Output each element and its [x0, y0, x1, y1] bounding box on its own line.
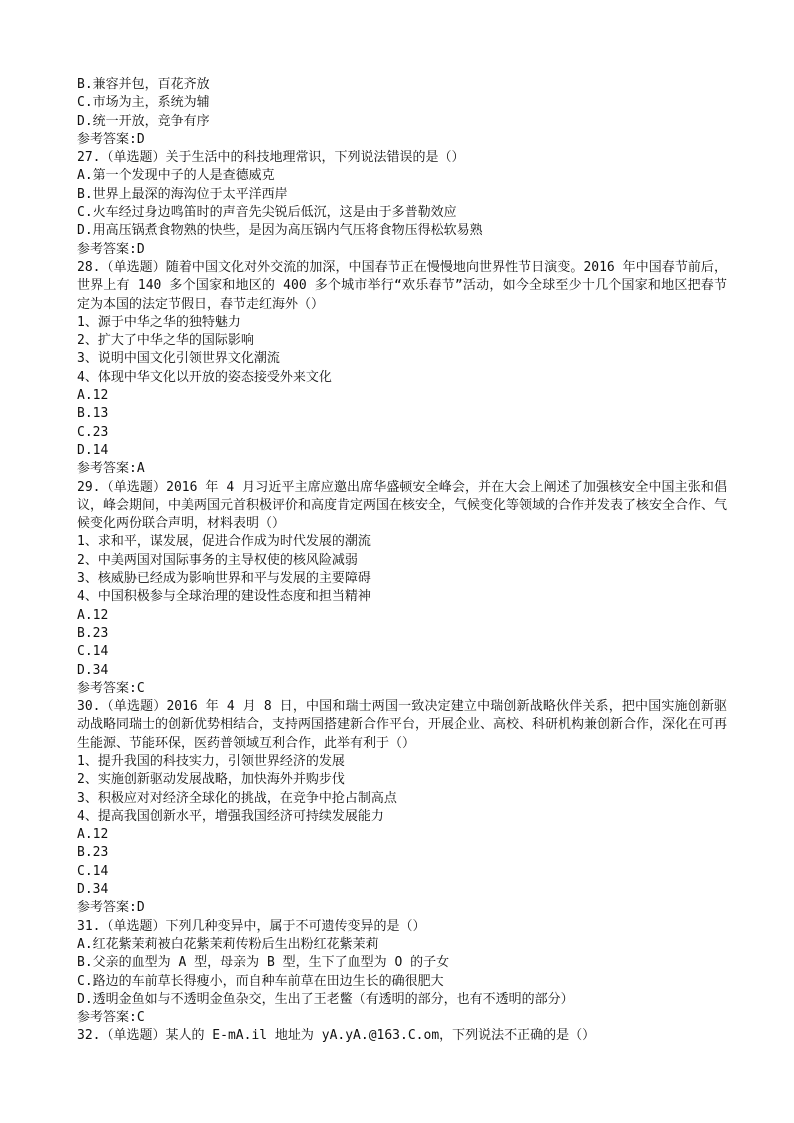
option-d: D.透明金鱼如与不透明金鱼杂交，生出了王老鳖（有透明的部分，也有不透明的部分） — [77, 991, 574, 1007]
option-d: D.34 — [77, 662, 109, 678]
statement-2: 2、中美两国对国际事务的主导权使的核风险减弱 — [77, 552, 358, 568]
option-b: B.世界上最深的海沟位于太平洋西岸 — [77, 186, 288, 202]
option-b: B.23 — [77, 625, 109, 641]
option-c: C.火车经过身边鸣笛时的声音先尖锐后低沉，这是由于多普勒效应 — [77, 205, 457, 221]
option-b: B.13 — [77, 406, 109, 422]
option-d: D.34 — [77, 882, 109, 898]
option-d: D.14 — [77, 442, 109, 458]
answer-line: 参考答案:D — [77, 900, 145, 916]
option-a: A.12 — [77, 607, 109, 623]
option-c: C.路边的车前草长得瘦小，而自种车前草在田边生长的确很肥大 — [77, 973, 444, 989]
answer-line: 参考答案:C — [77, 680, 145, 696]
question-32: 32.（单选题）某人的 E-mA.il 地址为 yA.yA.@163.C.om，下列说法不正确的是（） — [77, 1028, 596, 1044]
option-d: D.统一开放，竞争有序 — [77, 113, 210, 129]
statement-3: 3、积极应对对经济全球化的挑战，在竞争中抢占制高点 — [77, 790, 397, 806]
option-c: C.市场为主，系统为辅 — [77, 95, 210, 111]
option-a: A.12 — [77, 827, 109, 843]
option-c: C.14 — [77, 644, 109, 660]
question-28: 28.（单选题）随着中国文化对外交流的加深，中国春节正在慢慢地向世界性节日演变。2016 年中国春节前后，世界上有 140 多个国家和地区的 400 多个城市举行“欢乐春节”活动，如今全球至少十几个国家和地区把春节定为本国的法定节假日，春节走红海外（） — [77, 259, 727, 312]
statement-1: 1、源于中华之华的独特魅力 — [77, 314, 241, 330]
option-c: C.14 — [77, 863, 109, 879]
document-page — [77, 76, 727, 1046]
option-a: A.第一个发现中子的人是查德威克 — [77, 168, 275, 184]
option-a: A.红花紫茉莉被白花紫茉莉传粉后生出粉红花紫茉莉 — [77, 936, 379, 952]
answer-line: 参考答案:D — [77, 241, 145, 257]
question-31: 31.（单选题）下列几种变异中，属于不可遗传变异的是（） — [77, 918, 426, 934]
statement-3: 3、说明中国文化引领世界文化潮流 — [77, 351, 280, 367]
statement-1: 1、提升我国的科技实力，引领世界经济的发展 — [77, 753, 345, 769]
question-29: 29.（单选题）2016 年 4 月习近平主席应邀出席华盛顿安全峰会，并在大会上阐述了加强核安全中国主张和倡议，峰会期间，中美两国元首积极评价和高度肯定两国在核安全，气候变化等领域的合作并发表了核安全合作、气候变化两份联合声明，材料表明（） — [77, 479, 728, 532]
statement-3: 3、核威胁已经成为影响世界和平与发展的主要障碍 — [77, 571, 371, 587]
statement-1: 1、求和平，谋发展，促进合作成为时代发展的潮流 — [77, 534, 371, 550]
option-a: A.12 — [77, 388, 109, 404]
question-30: 30.（单选题）2016 年 4 月 8 日，中国和瑞士两国一致决定建立中瑞创新战略伙伴关系，把中国实施创新驱动战略同瑞士的创新优势相结合，支持两国搭建新合作平台，开展企业、高校、科研机构兼创新合作，深化在可再生能源、节能环保，医药普领域互利合作，此举有利于（） — [77, 699, 728, 751]
answer-line: 参考答案:C — [77, 1010, 145, 1026]
statement-4: 4、体现中华文化以开放的姿态接受外来文化 — [77, 369, 332, 385]
answer-line: 参考答案:A — [77, 461, 145, 477]
statement-4: 4、提高我国创新水平，增强我国经济可持续发展能力 — [77, 808, 384, 824]
option-b: B.父亲的血型为 A 型，母亲为 B 型，生下了血型为 O 的子女 — [77, 955, 450, 971]
option-b: B.兼容并包，百花齐放 — [77, 77, 210, 92]
statement-2: 2、实施创新驱动发展战略，加快海外并购步伐 — [77, 772, 345, 788]
option-c: C.23 — [77, 424, 109, 440]
statement-4: 4、中国积极参与全球治理的建设性态度和担当精神 — [77, 589, 371, 605]
option-d: D.用高压锅煮食物熟的快些，是因为高压锅内气压将食物压得松软易熟 — [77, 223, 483, 239]
question-27: 27.（单选题）关于生活中的科技地理常识，下列说法错误的是（） — [77, 150, 465, 166]
statement-2: 2、扩大了中华之华的国际影响 — [77, 333, 254, 349]
option-b: B.23 — [77, 845, 109, 861]
answer-line: 参考答案:D — [77, 131, 145, 147]
